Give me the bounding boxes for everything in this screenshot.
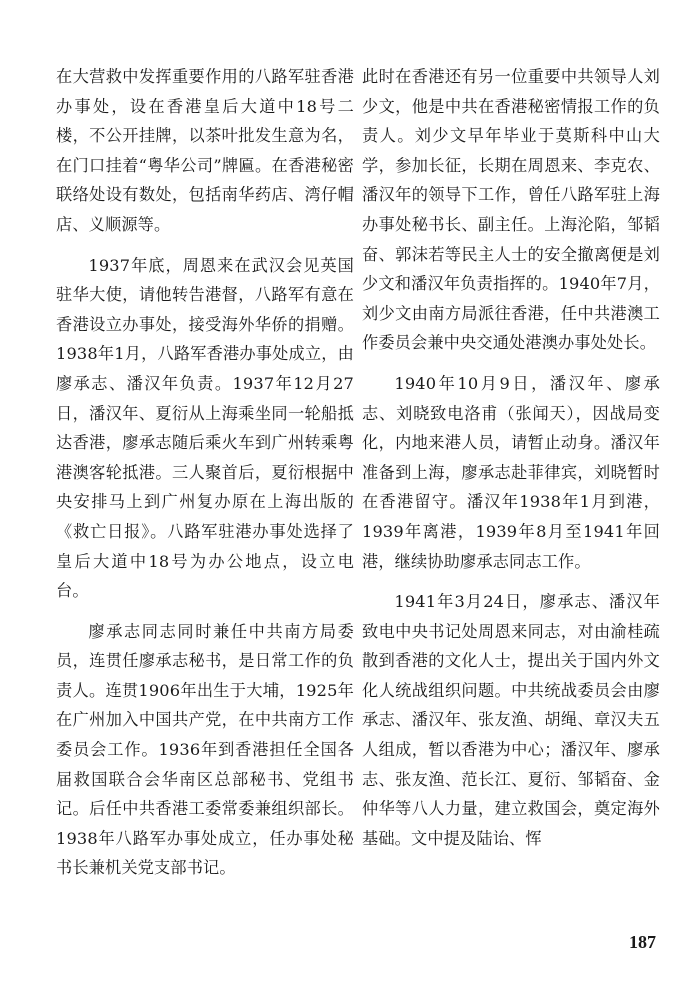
paragraph: 1937年底，周恩来在武汉会见英国驻华大使，请他转告港督，八路军有意在香港设立办事处，接受海外华侨的捐赠。1938年1月，八路军香港办事处成立，由廖承志、潘汉年负责。1937年12月27日，潘汉年、夏衍从上海乘坐同一轮船抵达香港，廖承志随后乘火车到广州转乘粤港澳客轮抵港。三人聚首后，夏衍根据中央安排马上到广州复办原在上海出版的《救亡日报》。八路军驻港办事处选择了皇后大道中18号为办公地点，设立电台。 bbox=[56, 255, 354, 601]
right-text-column bbox=[362, 62, 660, 864]
left-text-column bbox=[56, 62, 354, 894]
paragraph: 1941年3月24日，廖承志、潘汉年致电中央书记处周恩来同志，对由渝桂疏散到香港的文化人士，提出关于国内外文化人统战组织问题。中共统战委员会由廖承志、潘汉年、张友渔、胡绳、章汉夫五人组成，暂以香港为中心；潘汉年、廖承志、张友渔、范长江、夏衍、邹韬奋、金仲华等八人力量，建立救国会，奠定海外基础。文中提及陆诒、恽 bbox=[362, 592, 660, 848]
paragraph: 在大营救中发挥重要作用的八路军驻香港办事处，设在香港皇后大道中18号二楼，不公开挂牌，以茶叶批发生意为名，在门口挂着“粤华公司”牌匾。在香港秘密联络处设有数处，包括南华药店、湾仔帽店、义顺源等。 bbox=[56, 67, 354, 234]
paragraph: 1940年10月9日，潘汉年、廖承志、刘晓致电洛甫（张闻天），因战局变化，内地来港人员，请暂止动身。潘汉年准备到上海，廖承志赴菲律宾，刘晓暂时在香港留守。潘汉年1938年1月到港，1939年离港，1939年8月至1941年回港，继续协助廖承志同志工作。 bbox=[362, 373, 660, 571]
paragraph: 此时在香港还有另一位重要中共领导人刘少文，他是中共在香港秘密情报工作的负责人。刘少文早年毕业于莫斯科中山大学，参加长征，长期在周恩来、李克农、潘汉年的领导下工作，曾任八路军驻上海办事处秘书长、副主任。上海沦陷，邹韬奋、郭沫若等民主人士的安全撤离便是刘少文和潘汉年负责指挥的。1940年7月，刘少文由南方局派往香港，任中共港澳工作委员会兼中央交通处港澳办事处处长。 bbox=[362, 67, 660, 353]
paragraph: 廖承志同志同时兼任中共南方局委员，连贯任廖承志秘书，是日常工作的负责人。连贯1906年出生于大埔，1925年在广州加入中国共产党，在中共南方工作委员会工作。1936年到香港担任全国各届救国联合会华南区总部秘书、党组书记。后任中共香港工委常委兼组织部长。1938年八路军办事处成立，任办事处秘书长兼机关党支部书记。 bbox=[56, 621, 354, 878]
page-number: 187 bbox=[629, 932, 656, 952]
